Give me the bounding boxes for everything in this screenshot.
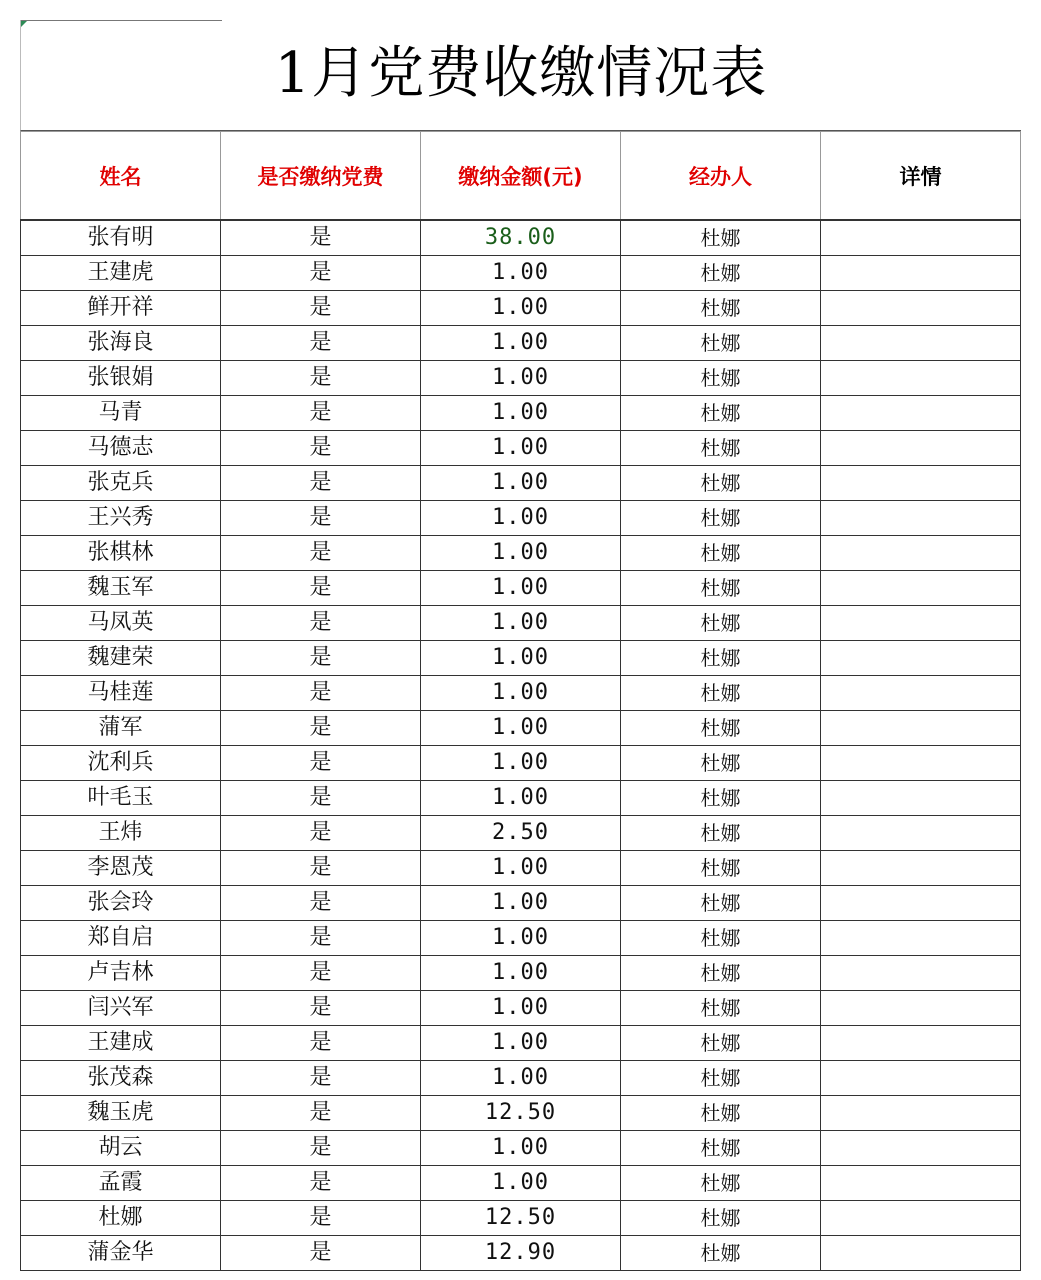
cell-details[interactable] <box>821 291 1021 326</box>
cell-agent[interactable]: 杜娜 <box>621 1026 821 1061</box>
table-row <box>21 1166 1021 1201</box>
cell-name[interactable]: 魏玉虎 <box>21 1096 221 1131</box>
cell-agent[interactable]: 杜娜 <box>621 921 821 956</box>
cell-details[interactable] <box>821 1236 1021 1271</box>
cell-agent[interactable]: 杜娜 <box>621 641 821 676</box>
cell-paid[interactable]: 是 <box>221 1166 421 1201</box>
cell-details[interactable] <box>821 781 1021 816</box>
cell-name[interactable]: 孟霞 <box>21 1166 221 1201</box>
cell-details[interactable] <box>821 746 1021 781</box>
cell-agent[interactable]: 杜娜 <box>621 956 821 991</box>
cell-paid[interactable]: 是 <box>221 956 421 991</box>
cell-paid[interactable]: 是 <box>221 1131 421 1166</box>
cell-details[interactable] <box>821 606 1021 641</box>
cell-amount[interactable]: 1.00 <box>421 921 621 956</box>
cell-amount[interactable]: 1.00 <box>421 886 621 921</box>
table-row <box>21 1201 1021 1236</box>
cell-agent[interactable]: 杜娜 <box>621 256 821 291</box>
cell-details[interactable] <box>821 956 1021 991</box>
cell-name[interactable]: 张有明 <box>21 220 221 256</box>
table-row <box>21 746 1021 781</box>
cell-details[interactable] <box>821 501 1021 536</box>
table-row <box>21 816 1021 851</box>
cell-details[interactable] <box>821 1061 1021 1096</box>
cell-paid[interactable]: 是 <box>221 361 421 396</box>
cell-name[interactable]: 卢吉林 <box>21 956 221 991</box>
table-row <box>21 781 1021 816</box>
cell-amount[interactable]: 2.50 <box>421 816 621 851</box>
cell-amount[interactable]: 1.00 <box>421 536 621 571</box>
cell-details[interactable] <box>821 921 1021 956</box>
cell-paid[interactable]: 是 <box>221 676 421 711</box>
cell-amount[interactable]: 12.50 <box>421 1201 621 1236</box>
cell-name[interactable]: 张海良 <box>21 326 221 361</box>
table-row <box>21 431 1021 466</box>
cell-name[interactable]: 李恩茂 <box>21 851 221 886</box>
cell-name[interactable]: 蒲金华 <box>21 1236 221 1271</box>
cell-agent[interactable]: 杜娜 <box>621 1201 821 1236</box>
cell-details[interactable] <box>821 396 1021 431</box>
cell-agent[interactable]: 杜娜 <box>621 851 821 886</box>
table-row <box>21 466 1021 501</box>
cell-paid[interactable]: 是 <box>221 220 421 256</box>
cell-details[interactable] <box>821 1096 1021 1131</box>
cell-paid[interactable]: 是 <box>221 781 421 816</box>
cell-paid[interactable]: 是 <box>221 501 421 536</box>
cell-amount[interactable]: 1.00 <box>421 1131 621 1166</box>
cell-name[interactable]: 魏建荣 <box>21 641 221 676</box>
cell-name[interactable]: 魏玉军 <box>21 571 221 606</box>
cell-amount[interactable]: 1.00 <box>421 641 621 676</box>
cell-name[interactable]: 鲜开祥 <box>21 291 221 326</box>
cell-name[interactable]: 沈利兵 <box>21 746 221 781</box>
cell-paid[interactable]: 是 <box>221 1236 421 1271</box>
cell-name[interactable]: 胡云 <box>21 1131 221 1166</box>
table-row <box>21 1236 1021 1271</box>
table-row <box>21 641 1021 676</box>
cell-agent[interactable]: 杜娜 <box>621 571 821 606</box>
cell-agent[interactable]: 杜娜 <box>621 816 821 851</box>
cell-agent[interactable]: 杜娜 <box>621 1166 821 1201</box>
table-row <box>21 326 1021 361</box>
cell-details[interactable] <box>821 571 1021 606</box>
cell-details[interactable] <box>821 641 1021 676</box>
table-row <box>21 361 1021 396</box>
cell-amount[interactable]: 1.00 <box>421 1166 621 1201</box>
cell-paid[interactable]: 是 <box>221 256 421 291</box>
cell-amount[interactable]: 1.00 <box>421 431 621 466</box>
cell-paid[interactable]: 是 <box>221 396 421 431</box>
cell-name[interactable]: 马桂莲 <box>21 676 221 711</box>
cell-details[interactable] <box>821 256 1021 291</box>
cell-agent[interactable]: 杜娜 <box>621 396 821 431</box>
cell-amount[interactable]: 1.00 <box>421 501 621 536</box>
cell-name[interactable]: 马青 <box>21 396 221 431</box>
table-row <box>21 606 1021 641</box>
header-amount[interactable]: 缴纳金额(元) <box>421 132 621 221</box>
cell-amount[interactable]: 1.00 <box>421 396 621 431</box>
cell-name[interactable]: 蒲军 <box>21 711 221 746</box>
cell-paid[interactable]: 是 <box>221 921 421 956</box>
cell-paid[interactable]: 是 <box>221 886 421 921</box>
cell-details[interactable] <box>821 326 1021 361</box>
cell-amount[interactable]: 1.00 <box>421 466 621 501</box>
cell-amount[interactable]: 1.00 <box>421 746 621 781</box>
dues-table <box>20 131 1021 1271</box>
cell-details[interactable] <box>821 851 1021 886</box>
table-row <box>21 921 1021 956</box>
cell-agent[interactable]: 杜娜 <box>621 1131 821 1166</box>
cell-paid[interactable]: 是 <box>221 291 421 326</box>
cell-amount[interactable]: 1.00 <box>421 361 621 396</box>
cell-name[interactable]: 杜娜 <box>21 1201 221 1236</box>
table-row <box>21 1026 1021 1061</box>
cell-agent[interactable]: 杜娜 <box>621 361 821 396</box>
cell-name[interactable]: 王建成 <box>21 1026 221 1061</box>
cell-agent[interactable]: 杜娜 <box>621 466 821 501</box>
cell-details[interactable] <box>821 361 1021 396</box>
cell-paid[interactable]: 是 <box>221 746 421 781</box>
cell-name[interactable]: 马凤英 <box>21 606 221 641</box>
cell-agent[interactable]: 杜娜 <box>621 746 821 781</box>
cell-paid[interactable]: 是 <box>221 816 421 851</box>
cell-paid[interactable]: 是 <box>221 606 421 641</box>
cell-amount[interactable]: 1.00 <box>421 676 621 711</box>
cell-agent[interactable]: 杜娜 <box>621 326 821 361</box>
cell-agent[interactable]: 杜娜 <box>621 991 821 1026</box>
cell-paid[interactable]: 是 <box>221 466 421 501</box>
table-row <box>21 220 1021 256</box>
cell-agent[interactable]: 杜娜 <box>621 536 821 571</box>
table-row <box>21 571 1021 606</box>
cell-details[interactable] <box>821 886 1021 921</box>
table-row <box>21 256 1021 291</box>
cell-amount[interactable]: 1.00 <box>421 571 621 606</box>
cell-agent[interactable]: 杜娜 <box>621 711 821 746</box>
cell-paid[interactable]: 是 <box>221 431 421 466</box>
header-paid[interactable]: 是否缴纳党费 <box>221 132 421 221</box>
cell-amount[interactable]: 1.00 <box>421 956 621 991</box>
cell-amount[interactable]: 1.00 <box>421 991 621 1026</box>
cell-amount[interactable]: 1.00 <box>421 326 621 361</box>
table-row <box>21 991 1021 1026</box>
cell-details[interactable] <box>821 466 1021 501</box>
cell-details[interactable] <box>821 991 1021 1026</box>
cell-name[interactable]: 闫兴军 <box>21 991 221 1026</box>
cell-paid[interactable]: 是 <box>221 1026 421 1061</box>
cell-paid[interactable]: 是 <box>221 1096 421 1131</box>
cell-amount[interactable]: 12.50 <box>421 1096 621 1131</box>
cell-paid[interactable]: 是 <box>221 326 421 361</box>
cell-details[interactable] <box>821 1026 1021 1061</box>
table-row <box>21 1096 1021 1131</box>
table-row <box>21 886 1021 921</box>
table-row <box>21 851 1021 886</box>
cell-agent[interactable]: 杜娜 <box>621 606 821 641</box>
spreadsheet <box>20 20 1021 1271</box>
cell-amount[interactable]: 1.00 <box>421 291 621 326</box>
cell-paid[interactable]: 是 <box>221 641 421 676</box>
table-row <box>21 1131 1021 1166</box>
cell-paid[interactable]: 是 <box>221 711 421 746</box>
cell-amount[interactable]: 38.00 <box>421 220 621 256</box>
table-row <box>21 536 1021 571</box>
cell-details[interactable] <box>821 431 1021 466</box>
table-row <box>21 501 1021 536</box>
cell-paid[interactable]: 是 <box>221 536 421 571</box>
cell-amount[interactable]: 1.00 <box>421 781 621 816</box>
cell-name[interactable]: 王炜 <box>21 816 221 851</box>
cell-agent[interactable]: 杜娜 <box>621 781 821 816</box>
cell-amount[interactable]: 1.00 <box>421 256 621 291</box>
cell-details[interactable] <box>821 1131 1021 1166</box>
cell-agent[interactable]: 杜娜 <box>621 220 821 256</box>
cell-amount[interactable]: 1.00 <box>421 711 621 746</box>
table-row <box>21 711 1021 746</box>
cell-agent[interactable]: 杜娜 <box>621 1061 821 1096</box>
cell-details[interactable] <box>821 220 1021 256</box>
cell-paid[interactable]: 是 <box>221 1201 421 1236</box>
cell-name[interactable]: 张会玲 <box>21 886 221 921</box>
cell-name[interactable]: 张棋林 <box>21 536 221 571</box>
cell-amount[interactable]: 1.00 <box>421 1026 621 1061</box>
table-row <box>21 396 1021 431</box>
cell-agent[interactable]: 杜娜 <box>621 1096 821 1131</box>
table-row <box>21 956 1021 991</box>
cell-name[interactable]: 王兴秀 <box>21 501 221 536</box>
header-agent[interactable]: 经办人 <box>621 132 821 221</box>
table-row <box>21 676 1021 711</box>
cell-details[interactable] <box>821 1166 1021 1201</box>
cell-amount[interactable]: 1.00 <box>421 1061 621 1096</box>
cell-name[interactable]: 叶毛玉 <box>21 781 221 816</box>
cell-paid[interactable]: 是 <box>221 571 421 606</box>
title-row <box>20 20 1021 131</box>
cell-agent[interactable]: 杜娜 <box>621 676 821 711</box>
cell-paid[interactable]: 是 <box>221 991 421 1026</box>
cell-details[interactable] <box>821 536 1021 571</box>
cell-name[interactable]: 王建虎 <box>21 256 221 291</box>
cell-name[interactable]: 马德志 <box>21 431 221 466</box>
cell-amount[interactable]: 1.00 <box>421 606 621 641</box>
table-row <box>21 1061 1021 1096</box>
cell-amount[interactable]: 1.00 <box>421 851 621 886</box>
cell-details[interactable] <box>821 1201 1021 1236</box>
cell-details[interactable] <box>821 676 1021 711</box>
table-row <box>21 291 1021 326</box>
cell-agent[interactable]: 杜娜 <box>621 1236 821 1271</box>
header-row <box>21 132 1021 221</box>
cell-name[interactable]: 张银娟 <box>21 361 221 396</box>
cell-details[interactable] <box>821 711 1021 746</box>
sheet-title: 1月党费收缴情况表 <box>274 41 768 106</box>
cell-paid[interactable]: 是 <box>221 1061 421 1096</box>
cell-amount[interactable]: 12.90 <box>421 1236 621 1271</box>
cell-agent[interactable]: 杜娜 <box>621 291 821 326</box>
cell-agent[interactable]: 杜娜 <box>621 501 821 536</box>
table-body <box>21 220 1021 1271</box>
header-details[interactable]: 详情 <box>821 132 1021 221</box>
cell-details[interactable] <box>821 816 1021 851</box>
cell-name[interactable]: 郑自启 <box>21 921 221 956</box>
cell-name[interactable]: 张茂森 <box>21 1061 221 1096</box>
cell-agent[interactable]: 杜娜 <box>621 886 821 921</box>
cell-name[interactable]: 张克兵 <box>21 466 221 501</box>
cell-paid[interactable]: 是 <box>221 851 421 886</box>
header-name[interactable]: 姓名 <box>21 132 221 221</box>
cell-agent[interactable]: 杜娜 <box>621 431 821 466</box>
